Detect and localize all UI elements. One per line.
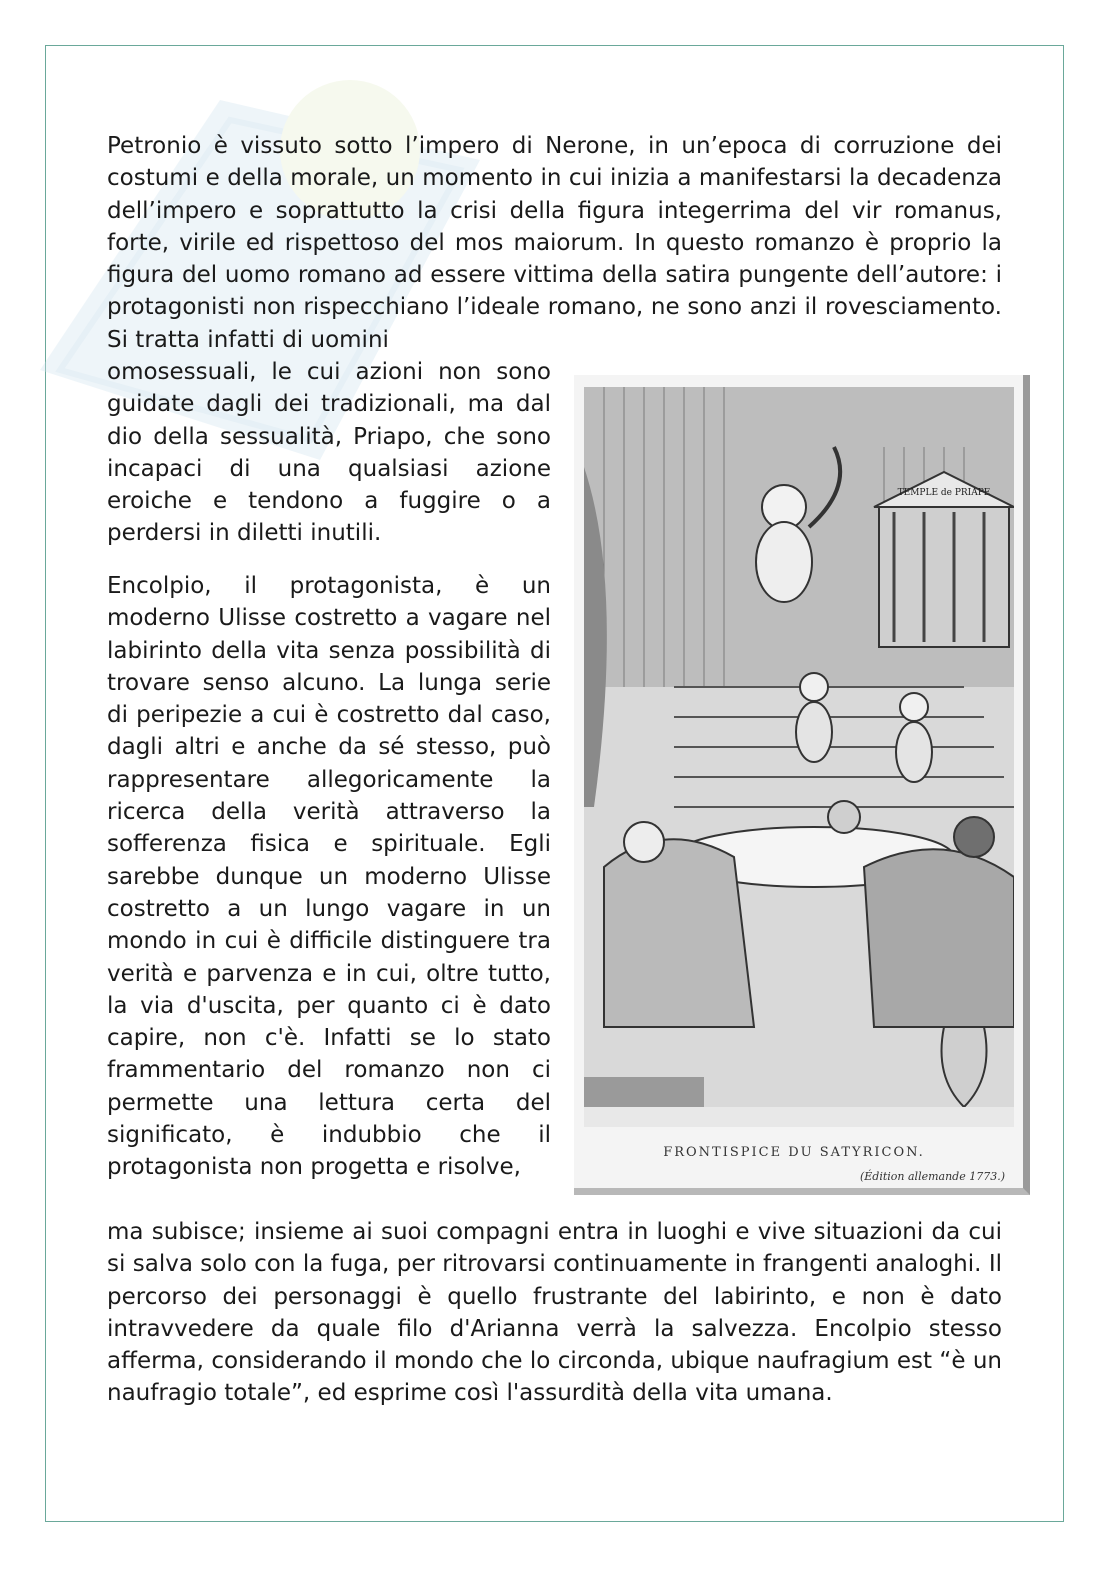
- figure-edition: (Édition allemande 1773.): [859, 1170, 1005, 1183]
- paragraph-encolpio: Encolpio, il protagonista, è un moderno Ulisse costretto a vagare nel labirinto della vita senza possibilità di trovare senso alcuno. La lunga serie di peripezie a cui è costretto dal caso, dagli altri e anche da sé stesso, può rappresentare allegoricamente la ricerca della verità attraverso la sofferenza fisica e spirituale. Egli sarebbe dunque un moderno Ulisse costretto a un lungo vagare in un mondo in cui è difficile distinguere tra verità e parvenza e in cui, oltre tutto, la via d'uscita, per quanto ci è dato capire, non c'è. Infatti se lo stato frammentario del romanzo non ci permette una lettura certa del significato, è indubbio che il protagonista non progetta e risolve,: [107, 573, 551, 1181]
- paragraph-intro: Petronio è vissuto sotto l’impero di Nerone, in un’epoca di corruzione dei costumi e della morale, un momento in cui inizia a manifestarsi la decadenza dell’impero e soprattutto la crisi della figura integerrima del vir romanus, forte, virile ed rispettoso del mos maiorum. In questo romanzo è proprio la figura del uomo romano ad essere vittima della satira pungente dell’autore: i protagonisti non rispecchiano l’ideale romano, ne sono anzi il rovesciamento. Si tratta infatti di uomini: [107, 133, 1002, 353]
- paragraph-intro-continued: omosessuali, le cui azioni non sono guidate dagli dei tradizionali, ma dal dio della sessualità, Priapo, che sono incapaci di una qualsiasi azione eroiche e tendono a fuggire o a perdersi in diletti inutili.: [107, 359, 551, 547]
- figure-caption: FRONTISPICE DU SATYRICON.: [663, 1145, 925, 1160]
- frontispiece-engraving: [574, 375, 1030, 1195]
- temple-sign: TEMPLE de PRIAPE: [897, 488, 991, 498]
- engraving-illustration: [584, 387, 1014, 1127]
- paragraph-encolpio-continued: ma subisce; insieme ai suoi compagni entra in luoghi e vive situazioni da cui si salva solo con la fuga, per ritrovarsi continuamente in frangenti analoghi. Il percorso dei personaggi è quello frustrante del labirinto, e non è dato intravvedere da quale filo d'Arianna verrà la salvezza. Encolpio stesso afferma, considerando il mondo che lo circonda, ubique naufragium est “è un naufragio totale”, ed esprime così l'assurdità della vita umana.: [107, 1219, 1002, 1407]
